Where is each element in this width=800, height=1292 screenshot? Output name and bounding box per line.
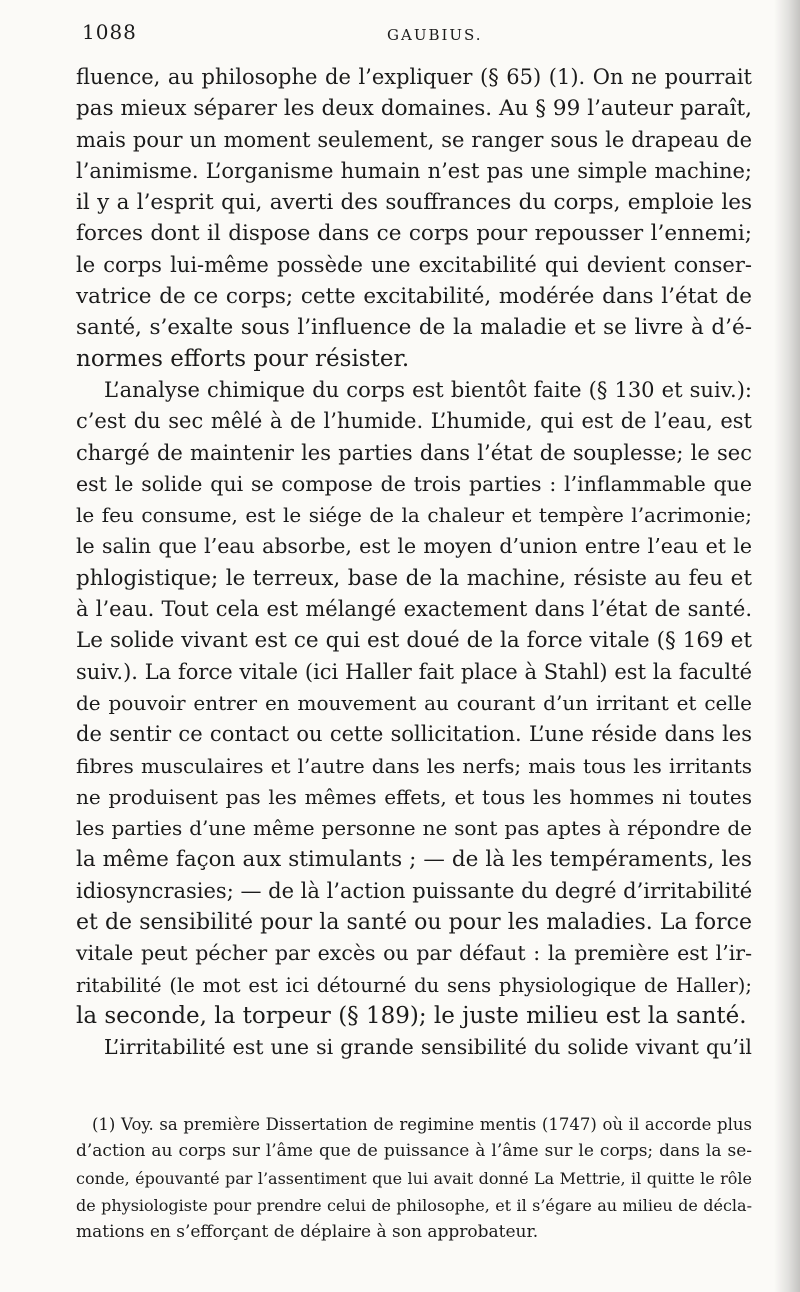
text-line: c’est du sec mêlé à de l’humide. L’humide, qui est de l’eau, est — [76, 409, 752, 434]
footnote-line: (1) Voy. sa première Dissertation de regimine mentis (1747) où il accorde plus — [92, 1115, 752, 1134]
text-line: il y a l’esprit qui, averti des souffrances du corps, emploie les — [76, 190, 752, 216]
text-line: de sentir ce contact ou cette sollicitation. L’une réside dans les — [76, 722, 752, 747]
text-line: chargé de maintenir les parties dans l’état de souplesse; le sec — [76, 440, 752, 465]
text-line: vitale peut pécher par excès ou par défaut : la première est l’ir- — [76, 941, 752, 966]
text-line: ne produisent pas les mêmes effets, et tous les hommes ni toutes — [76, 784, 752, 809]
text-line: et de sensibilité pour la santé ou pour les maladies. La force — [76, 910, 752, 936]
text-line: de pouvoir entrer en mouvement au courant d’un irritant et celle — [76, 690, 752, 715]
paragraph-first-line: L’irritabilité est une si grande sensibilité du solide vivant qu’il — [104, 1035, 752, 1060]
text-line: suiv.). La force vitale (ici Haller fait place à Stahl) est la faculté — [76, 659, 752, 684]
text-line: le corps lui-même possède une excitabilité qui devient conser- — [76, 252, 752, 277]
text-line: idiosyncrasies; — de là l’action puissante du degré d’irritabilité — [76, 878, 753, 903]
text-line: normes efforts pour résister. — [76, 345, 410, 372]
text-line: fibres musculaires et l’autre dans les nerfs; mais tous les irritants — [76, 753, 752, 778]
text-line: l’animisme. L’organisme humain n’est pas une simple machine; — [76, 158, 752, 183]
paragraph-first-line: L’analyse chimique du corps est bientôt faite (§ 130 et suiv.): — [104, 377, 752, 402]
footnote-line: d’action au corps sur l’âme que de puissance à l’âme sur le corps; dans la se- — [76, 1141, 752, 1161]
page-number: 1088 — [82, 20, 137, 44]
text-line: à l’eau. Tout cela est mélangé exactement dans l’état de santé. — [76, 597, 752, 622]
text-line: fluence, au philosophe de l’expliquer (§ 65) (1). On ne pourrait — [76, 65, 752, 89]
text-line: les parties d’une même personne ne sont pas aptes à répondre de — [76, 816, 752, 841]
text-line: la même façon aux stimulants ; — de là les tempéraments, les — [76, 847, 752, 873]
text-line: est le solide qui se compose de trois parties : l’inflammable que — [76, 471, 752, 496]
text-line: vatrice de ce corps; cette excitabilité, modérée dans l’état de — [76, 284, 752, 310]
text-line: le feu consume, est le siége de la chaleur et tempère l’acrimonie; — [76, 503, 752, 528]
text-line: pas mieux séparer les deux domaines. Au § 99 l’auteur paraît, — [76, 96, 752, 122]
footnote-line: conde, épouvanté par l’assentiment que lui avait donné La Mettrie, il quitte le rôle — [76, 1169, 752, 1188]
footnote-line: de physiologiste pour prendre celui de philosophe, et il s’égare au milieu de décla- — [76, 1196, 752, 1215]
footnotes — [76, 1111, 752, 1246]
text-line: santé, s’exalte sous l’influence de la maladie et se livre à d’é- — [76, 315, 752, 341]
text-line: Le solide vivant est ce qui est doué de la force vitale (§ 169 et — [76, 628, 752, 654]
body-text — [76, 62, 752, 1064]
running-head: GAUBIUS. — [387, 26, 483, 44]
text-line: la seconde, la torpeur (§ 189); le juste milieu est la santé. — [76, 1002, 747, 1029]
page-header — [82, 20, 750, 52]
text-line: le salin que l’eau absorbe, est le moyen d’union entre l’eau et le — [76, 534, 752, 559]
text-line: phlogistique; le terreux, base de la machine, résiste au feu et — [76, 565, 752, 591]
page-gutter-shadow — [774, 0, 800, 1292]
footnote-line: mations en s’efforçant de déplaire à son approbateur. — [76, 1222, 539, 1242]
text-line: ritabilité (le mot est ici détourné du sens physiologique de Haller); — [76, 973, 752, 997]
text-line: forces dont il dispose dans ce corps pour repousser l’ennemi; — [76, 221, 752, 247]
text-line: mais pour un moment seulement, se ranger sous le drapeau de — [76, 127, 752, 152]
